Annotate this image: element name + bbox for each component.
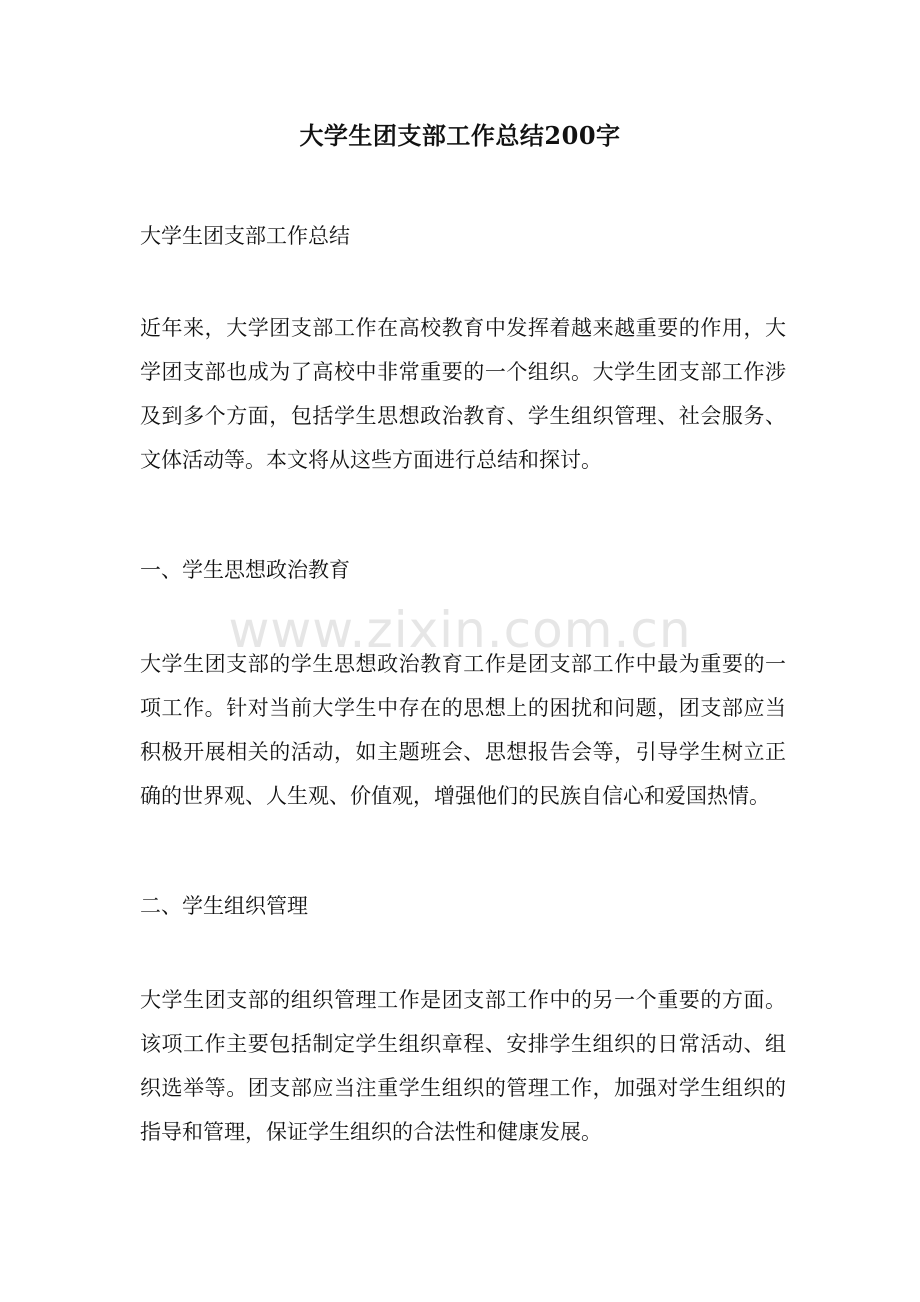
- section-heading-1: 一、学生思想政治教育: [140, 558, 350, 582]
- section-body-1: 大学生团支部的学生思想政治教育工作是团支部工作中最为重要的一项工作。针对当前大学生中存在的思想上的困扰和问题，团支部应当积极开展相关的活动，如主题班会、思想报告会等，引导学生树立正确的世界观、人生观、价值观，增强他们的民族自信心和爱国热情。: [140, 652, 786, 808]
- section-heading-2: 二、学生组织管理: [140, 894, 308, 918]
- document-subtitle: 大学生团支部工作总结: [140, 224, 350, 248]
- intro-paragraph: 近年来，大学团支部工作在高校教育中发挥着越来越重要的作用，大学团支部也成为了高校中非常重要的一个组织。大学生团支部工作涉及到多个方面，包括学生思想政治教育、学生组织管理、社会服务、文体活动等。本文将从这些方面进行总结和探讨。: [140, 316, 786, 472]
- watermark: www.zixin.com.cn: [228, 601, 692, 659]
- section-body-2: 大学生团支部的组织管理工作是团支部工作中的另一个重要的方面。该项工作主要包括制定学生组织章程、安排学生组织的日常活动、组织选举等。团支部应当注重学生组织的管理工作，加强对学生组织的指导和管理，保证学生组织的合法性和健康发展。: [140, 988, 786, 1144]
- document-title: 大学生团支部工作总结200字: [299, 121, 621, 150]
